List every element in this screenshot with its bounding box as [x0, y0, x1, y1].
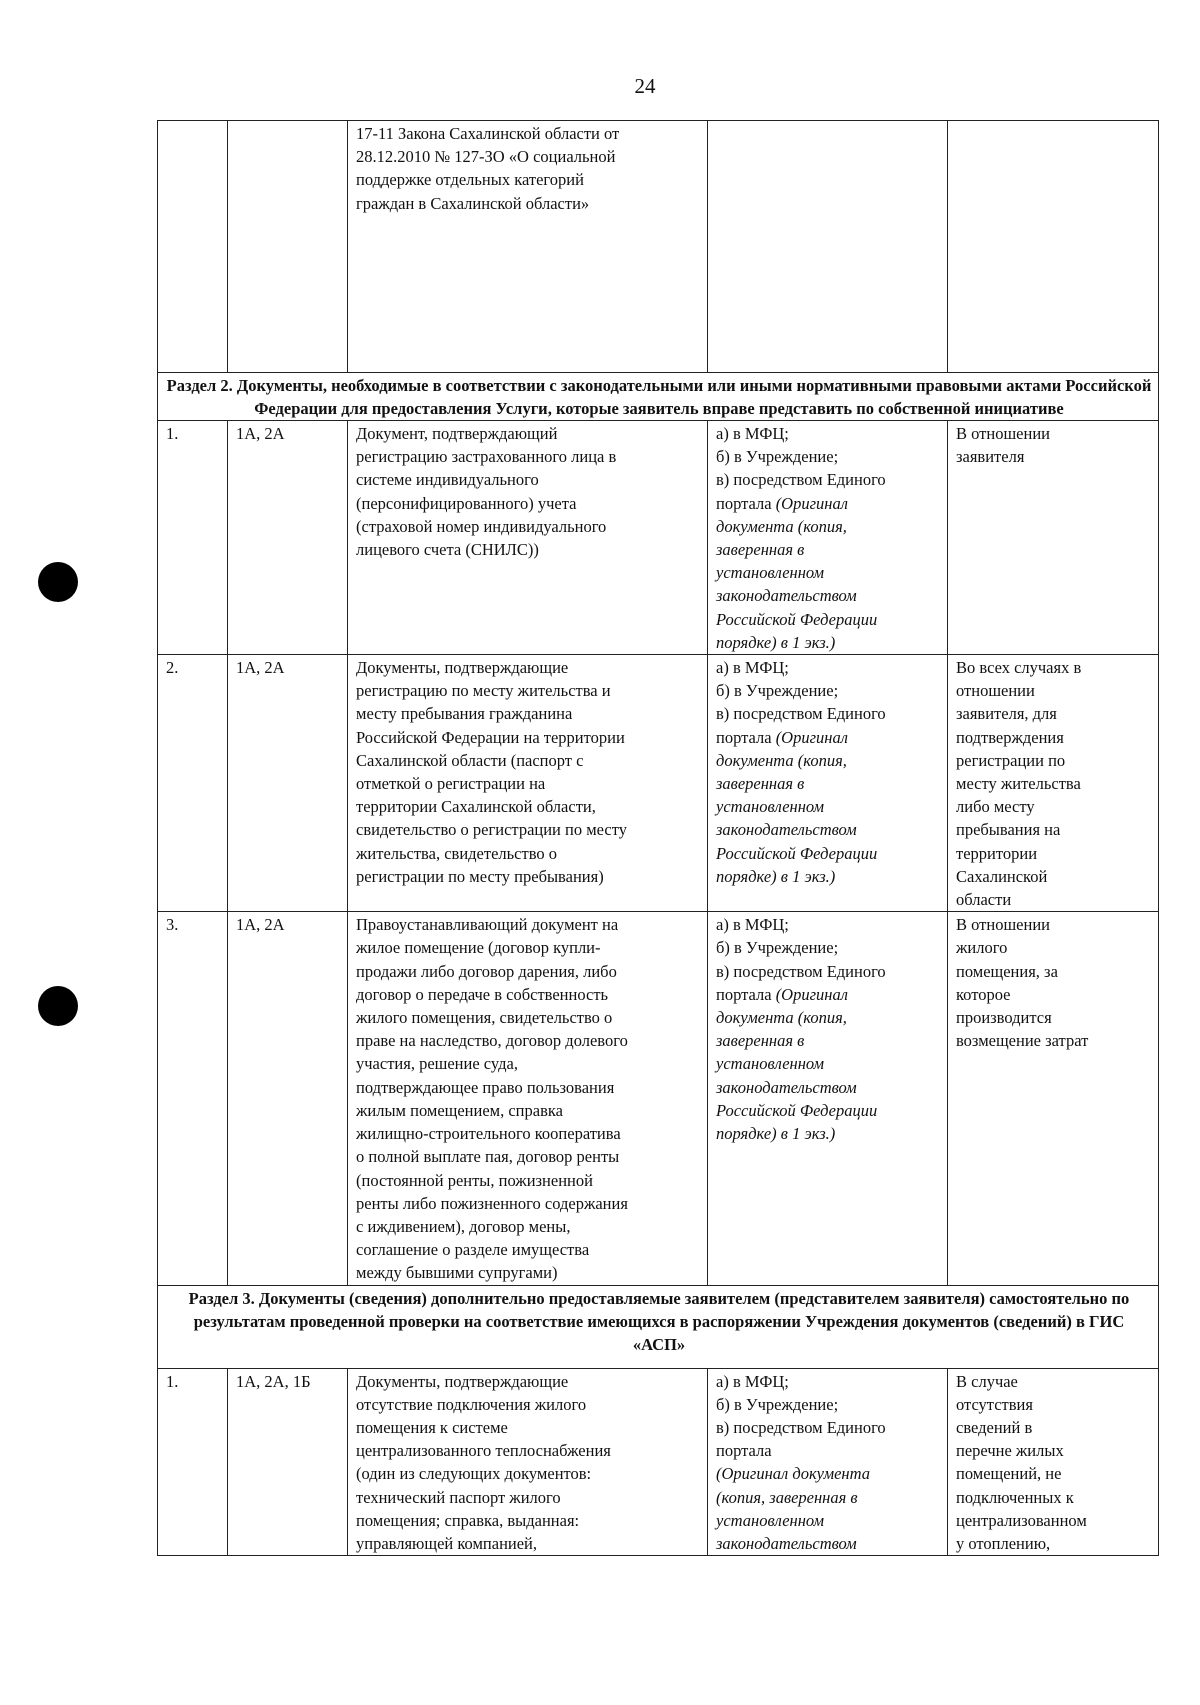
row-code: 1А, 2А	[228, 655, 348, 912]
section-header-row	[158, 1285, 1159, 1368]
documents-table	[157, 120, 1159, 1556]
row-document: Документ, подтверждающий регистрацию застрахованного лица в системе индивидуального (персонифицированного) учета (страховой номер индивидуального лицевого счета (СНИЛС))	[348, 421, 708, 655]
row-code: 1А, 2А, 1Б	[228, 1368, 348, 1556]
row-submission-way: а) в МФЦ; б) в Учреждение; в) посредством Единого портала (Оригинал документа (копия, заверенная в установленном законодательством Российской Федерации порядке) в 1 экз.)	[708, 912, 948, 1285]
punch-hole-mark	[38, 562, 78, 602]
row-document: Документы, подтверждающие регистрацию по месту жительства и месту пребывания гражданина Российской Федерации на территории Сахалинской области (паспорт с отметкой о регистрации на территории Сахалинской области, свидетельство о регистрации по месту жительства, свидетельство о регистрации по месту пребывания)	[348, 655, 708, 912]
row-number: 3.	[158, 912, 228, 1285]
section-2-title: Раздел 2. Документы, необходимые в соответствии с законодательными или иными нормативными правовыми актами Российской Федерации для предоставления Услуги, которые заявитель вправе представить по собственной инициативе	[158, 373, 1159, 421]
table-row	[158, 655, 1159, 912]
code-cell	[228, 121, 348, 373]
row-number: 1.	[158, 421, 228, 655]
row-document: Документы, подтверждающие отсутствие подключения жилого помещения к системе централизованного теплоснабжения (один из следующих документов: технический паспорт жилого помещения; справка, выданная: управляющей компанией,	[348, 1368, 708, 1556]
row-note: В случае отсутствия сведений в перечне жилых помещений, не подключенных к централизованном у отоплению,	[948, 1368, 1159, 1556]
document-cell: 17-11 Закона Сахалинской области от 28.12.2010 № 127-ЗО «О социальной поддержке отдельных категорий граждан в Сахалинской области»	[348, 121, 708, 373]
section-header-row	[158, 373, 1159, 421]
row-code: 1А, 2А	[228, 421, 348, 655]
row-number: 1.	[158, 1368, 228, 1556]
row-submission-way: а) в МФЦ; б) в Учреждение; в) посредством Единого портала (Оригинал документа (копия, заверенная в установленном законодательством	[708, 1368, 948, 1556]
row-note: Во всех случаях в отношении заявителя, для подтверждения регистрации по месту жительства либо месту пребывания на территории Сахалинской области	[948, 655, 1159, 912]
row-submission-way: а) в МФЦ; б) в Учреждение; в) посредством Единого портала (Оригинал документа (копия, заверенная в установленном законодательством Российской Федерации порядке) в 1 экз.)	[708, 655, 948, 912]
row-code: 1А, 2А	[228, 912, 348, 1285]
table-row	[158, 1368, 1159, 1556]
table-row	[158, 421, 1159, 655]
num-cell	[158, 121, 228, 373]
row-number: 2.	[158, 655, 228, 912]
punch-hole-mark	[38, 986, 78, 1026]
row-submission-way: а) в МФЦ; б) в Учреждение; в) посредством Единого портала (Оригинал документа (копия, заверенная в установленном законодательством Российской Федерации порядке) в 1 экз.)	[708, 421, 948, 655]
table-row	[158, 912, 1159, 1285]
row-note: В отношении жилого помещения, за которое производится возмещение затрат	[948, 912, 1159, 1285]
section-3-title: Раздел 3. Документы (сведения) дополнительно предоставляемые заявителем (представителем заявителя) самостоятельно по результатам проведенной проверки на соответствие имеющихся в распоряжении Учреждения документов (сведений) в ГИС «АСП»	[158, 1285, 1159, 1368]
table-row	[158, 121, 1159, 373]
note-cell	[948, 121, 1159, 373]
row-document: Правоустанавливающий документ на жилое помещение (договор купли- продажи либо договор дарения, либо договор о передаче в собственность жилого помещения, свидетельство о праве на наследство, договор долевого участия, решение суда, подтверждающее право пользования жилым помещением, справка жилищно-строительного кооператива о полной выплате пая, договор ренты (постоянной ренты, пожизненной ренты либо пожизненного содержания с иждивением), договор мены, соглашение о разделе имущества между бывшими супругами)	[348, 912, 708, 1285]
row-note: В отношении заявителя	[948, 421, 1159, 655]
way-cell	[708, 121, 948, 373]
page-number: 24	[634, 74, 656, 98]
